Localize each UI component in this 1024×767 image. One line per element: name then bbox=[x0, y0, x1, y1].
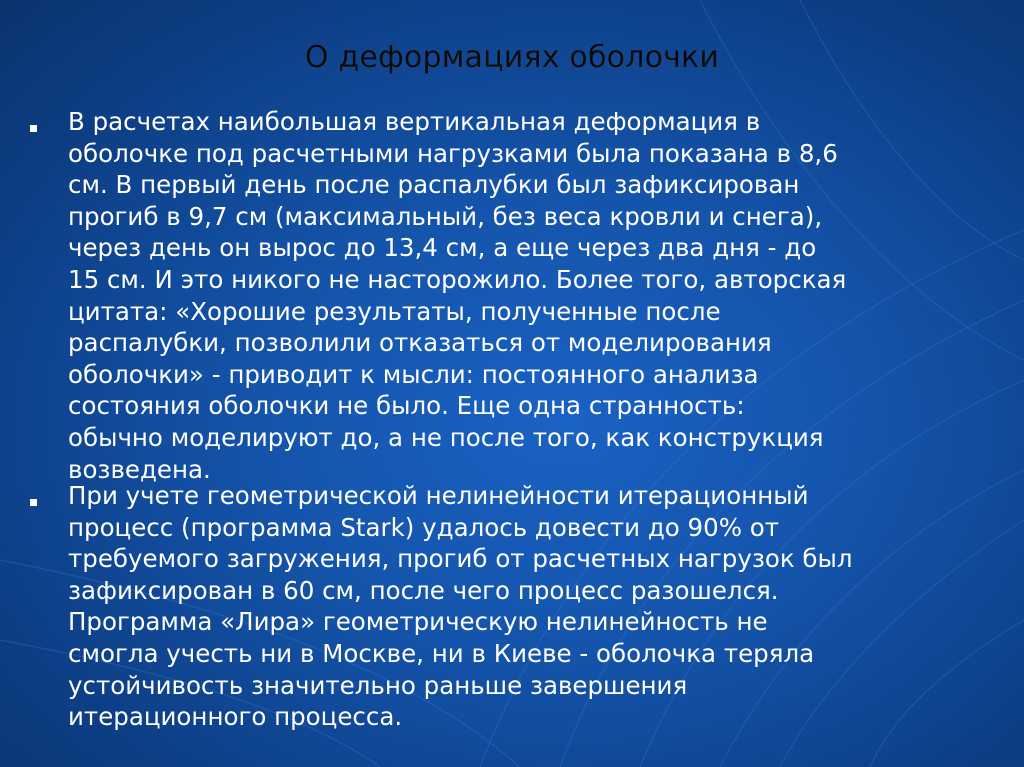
bullet-text: В расчетах наибольшая вертикальная деформация в оболочке под расчетными нагрузками была показана в 8,6 см. В первый день после распалубки был зафиксирован прогиб в 9,7 см (максимальный, без веса кровли и снега), через день он вырос до 13,4 см, а еще через два дня - до 15 см. И это никого не насторожило. Более того, авторская цитата: «Хорошие результаты, полученные после распалубки, позволили отказаться от моделирования оболочки» - приводит к мысли: постоянного анализа состояния оболочки не было. Еще одна странность: обычно моделируют до, а не после того, как конструкция возведена. bbox=[68, 107, 847, 484]
bullet-text: При учете геометрической нелинейности итерационный процесс (программа Stark) удалось довести до 90% от требуемого загружения, прогиб от расчетных нагрузок был зафиксирован в 60 см, после чего процесс разошелся. Программа «Лира» геометрическую нелинейность не смогла учесть ни в Москве, ни в Киеве - оболочка теряла устойчивость значительно раньше завершения итерационного процесса. bbox=[68, 481, 853, 732]
slide-title: О деформациях оболочки bbox=[304, 40, 720, 75]
square-bullet-icon bbox=[30, 499, 37, 506]
square-bullet-icon bbox=[30, 125, 37, 132]
